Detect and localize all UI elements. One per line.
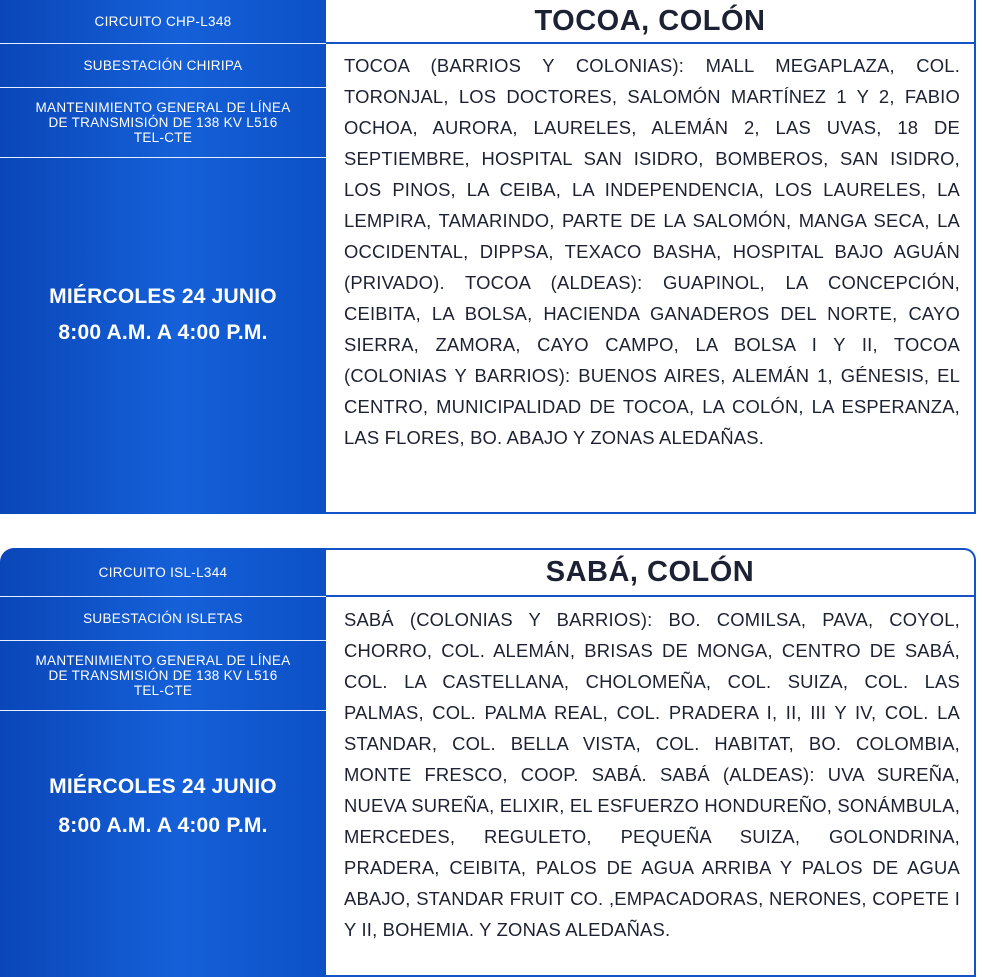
maintenance-description bbox=[0, 641, 326, 711]
substation-label: SUBESTACIÓN CHIRIPA bbox=[0, 44, 326, 88]
maintenance-line-2: DE TRANSMISIÓN DE 138 KV L516 bbox=[48, 115, 278, 130]
affected-areas-panel bbox=[326, 548, 976, 977]
outage-date: MIÉRCOLES 24 JUNIO bbox=[49, 285, 277, 308]
affected-areas-text: TOCOA (BARRIOS Y COLONIAS): MALL MEGAPLAZA, COL. TORONJAL, LOS DOCTORES, SALOMÓN MARTÍNEZ 1 Y 2, FABIO OCHOA, AURORA, LAURELES, ALEMÁN 2, LAS UVAS, 18 DE SEPTIEMBRE, HOSPITAL SAN ISIDRO, BOMBEROS, SAN ISIDRO, LOS PINOS, LA CEIBA, LA INDEPENDENCIA, LOS LAURELES, LA LEMPIRA, TAMARINDO, PARTE DE LA SALOMÓN, MANGA SECA, LA OCCIDENTAL, DIPPSA, TEXACO BASHA, HOSPITAL BAJO AGUÁN (PRIVADO). TOCOA (ALDEAS): GUAPINOL, LA CONCEPCIÓN, CEIBITA, LA BOLSA, HACIENDA GANADEROS DEL NORTE, CAYO SIERRA, ZAMORA, CAYO CAMPO, LA BOLSA I Y II, TOCOA (COLONIAS Y BARRIOS): BUENOS AIRES, ALEMÁN 1, GÉNESIS, EL CENTRO, MUNICIPALIDAD DE TOCOA, LA COLÓN, LA ESPERANZA, LAS FLORES, BO. ABAJO Y ZONAS ALEDAÑAS. bbox=[344, 55, 960, 448]
maintenance-line-2: DE TRANSMISIÓN DE 138 KV L516 bbox=[48, 668, 278, 683]
maintenance-description bbox=[0, 88, 326, 158]
maintenance-line-3: TEL-CTE bbox=[133, 683, 193, 698]
circuit-info-panel bbox=[0, 0, 326, 514]
circuit-info-panel bbox=[0, 548, 326, 977]
maintenance-line-3: TEL-CTE bbox=[133, 130, 193, 145]
maintenance-line-1: MANTENIMIENTO GENERAL DE LÍNEA bbox=[35, 653, 291, 668]
substation-label: SUBESTACIÓN ISLETAS bbox=[0, 597, 326, 641]
outage-time: 8:00 A.M. A 4:00 P.M. bbox=[58, 814, 268, 837]
affected-areas-panel bbox=[326, 0, 976, 514]
circuit-label: CIRCUITO CHP-L348 bbox=[0, 0, 326, 44]
circuit-label: CIRCUITO ISL-L344 bbox=[0, 548, 326, 597]
outage-date: MIÉRCOLES 24 JUNIO bbox=[49, 775, 277, 798]
outage-time: 8:00 A.M. A 4:00 P.M. bbox=[58, 321, 268, 344]
location-title: TOCOA, COLÓN bbox=[326, 0, 974, 44]
location-title: SABÁ, COLÓN bbox=[326, 550, 974, 597]
maintenance-line-1: MANTENIMIENTO GENERAL DE LÍNEA bbox=[35, 100, 291, 115]
outage-card-saba bbox=[0, 548, 976, 977]
affected-areas-text: SABÁ (COLONIAS Y BARRIOS): BO. COMILSA, PAVA, COYOL, CHORRO, COL. ALEMÁN, BRISAS DE MONGA, CENTRO DE SABÁ, COL. LA CASTELLANA, CHOLOMEÑA, COL. SUIZA, COL. LAS PALMAS, COL. PALMA REAL, COL. PRADERA I, II, III Y IV, COL. LA STANDAR, COL. BELLA VISTA, COL. HABITAT, BO. COLOMBIA, MONTE FRESCO, COOP. SABÁ. SABÁ (ALDEAS): UVA SUREÑA, NUEVA SUREÑA, ELIXIR, EL ESFUERZO HONDUREÑO, SONÁMBULA, MERCEDES, REGULETO, PEQUEÑA SUIZA, GOLONDRINA, PRADERA, CEIBITA, PALOS DE AGUA ARRIBA Y PALOS DE AGUA ABAJO, STANDAR FRUIT CO. ,EMPACADORAS, NERONES, COPETE I Y II, BOHEMIA. Y ZONAS ALEDAÑAS. bbox=[344, 609, 960, 940]
